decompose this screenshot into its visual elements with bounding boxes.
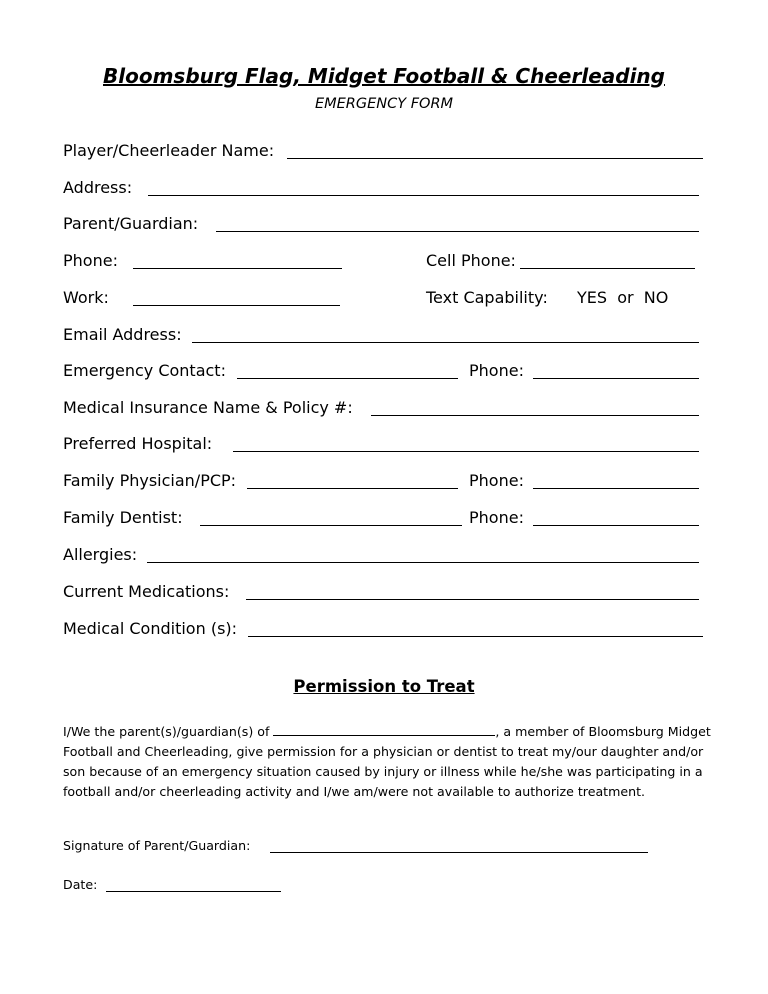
permission-paragraph — [63, 722, 723, 802]
signature-field[interactable] — [270, 852, 648, 853]
cell-phone-label: Cell Phone: — [426, 251, 516, 270]
medical-condition-field[interactable] — [248, 636, 703, 637]
medical-insurance-label: Medical Insurance Name & Policy #: — [63, 398, 353, 417]
phone-field[interactable] — [133, 268, 342, 269]
work-label: Work: — [63, 288, 109, 307]
email-label: Email Address: — [63, 325, 182, 344]
permission-text-after: , a member of Bloomsburg Midget Football and Cheerleading, give permission for a physician or dentist to treat my/our daughter and/or son because of an emergency situation caused by injury or illness while he/she was participating in a football and/or cheerleading activity and I/we am/were not available to authorize treatment. — [63, 724, 711, 799]
work-field[interactable] — [133, 305, 340, 306]
physician-phone-field[interactable] — [533, 488, 699, 489]
family-physician-field[interactable] — [247, 488, 458, 489]
player-name-label: Player/Cheerleader Name: — [63, 141, 275, 160]
emergency-contact-label: Emergency Contact: — [63, 361, 226, 380]
parent-guardian-field[interactable] — [216, 231, 699, 232]
parent-guardian-label: Parent/Guardian: — [63, 214, 199, 233]
family-physician-label: Family Physician/PCP: — [63, 471, 237, 490]
signature-label: Signature of Parent/Guardian: — [63, 838, 251, 853]
medical-insurance-field[interactable] — [371, 415, 699, 416]
address-field[interactable] — [148, 195, 699, 196]
emergency-phone-label: Phone: — [469, 361, 524, 380]
dentist-phone-field[interactable] — [533, 525, 699, 526]
date-label: Date: — [63, 877, 98, 892]
preferred-hospital-label: Preferred Hospital: — [63, 434, 213, 453]
preferred-hospital-field[interactable] — [233, 451, 699, 452]
family-dentist-field[interactable] — [200, 525, 462, 526]
phone-label: Phone: — [63, 251, 118, 270]
medical-condition-label: Medical Condition (s): — [63, 619, 238, 638]
form-subtitle: EMERGENCY FORM — [314, 96, 454, 112]
emergency-contact-field[interactable] — [237, 378, 458, 379]
allergies-label: Allergies: — [63, 545, 138, 564]
player-name-field[interactable] — [287, 158, 703, 159]
email-field[interactable] — [192, 342, 699, 343]
form-title: Bloomsburg Flag, Midget Football & Cheerleading — [103, 64, 665, 88]
text-capability-label: Text Capability: — [426, 288, 548, 307]
permission-heading: Permission to Treat — [293, 677, 475, 696]
current-medications-field[interactable] — [246, 599, 699, 600]
permission-text-before: I/We the parent(s)/guardian(s) of — [63, 724, 274, 739]
date-field[interactable] — [106, 891, 281, 892]
allergies-field[interactable] — [147, 562, 699, 563]
child-name-field[interactable] — [273, 724, 495, 736]
emergency-phone-field[interactable] — [533, 378, 699, 379]
dentist-phone-label: Phone: — [469, 508, 524, 527]
yes-no-option[interactable]: YES or NO — [577, 288, 669, 307]
cell-phone-field[interactable] — [520, 268, 695, 269]
family-dentist-label: Family Dentist: — [63, 508, 183, 527]
current-medications-label: Current Medications: — [63, 582, 230, 601]
address-label: Address: — [63, 178, 133, 197]
physician-phone-label: Phone: — [469, 471, 524, 490]
